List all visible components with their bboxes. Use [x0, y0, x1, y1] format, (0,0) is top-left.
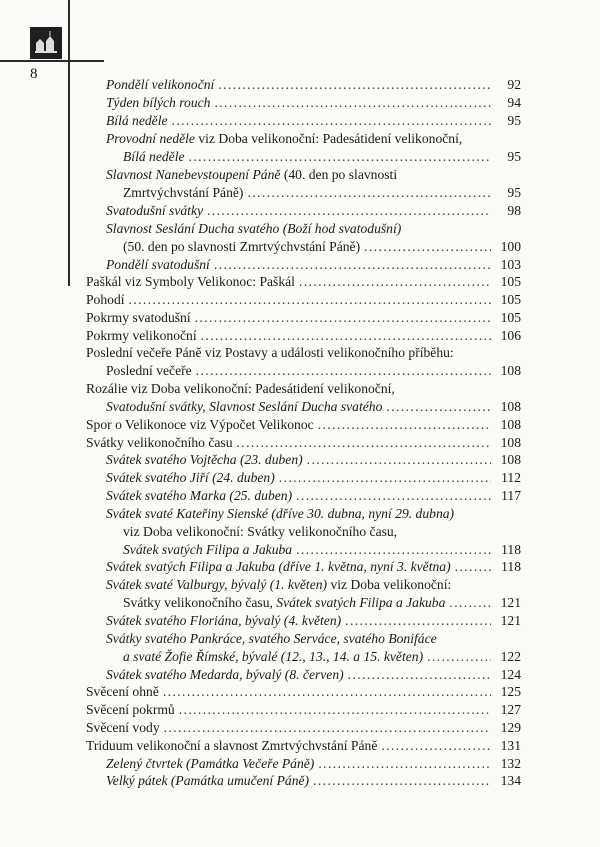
- dot-leader: [279, 469, 491, 487]
- toc-entry-title: [106, 76, 214, 94]
- toc-entry-title: [123, 148, 185, 166]
- toc-entry: [106, 451, 521, 469]
- dot-leader: [449, 594, 491, 612]
- toc-entry-title-part: viz Doba velikonoční: Padesátidení velikonoční,: [194, 131, 463, 146]
- toc-entry-title: [86, 434, 233, 452]
- toc-entry-title: [86, 344, 454, 362]
- toc-entry-title-part: Svátky velikonočního času: [86, 435, 233, 450]
- toc-entry-title-part: Bílá neděle: [123, 149, 185, 164]
- dot-leader: [129, 291, 491, 309]
- toc-entry-title-part: Slavnost Nanebevstoupení Páně: [106, 167, 281, 182]
- dot-leader: [455, 558, 491, 576]
- toc-entry: [106, 576, 521, 594]
- dot-leader: [296, 487, 491, 505]
- toc-entry-title-part: Svěcení vody: [86, 720, 160, 735]
- dot-leader: [179, 701, 491, 719]
- toc-entry-title: [106, 256, 210, 274]
- dot-leader: [237, 434, 492, 452]
- dot-leader: [364, 238, 491, 256]
- toc-entry-title-part: Svatodušní svátky, Slavnost Seslání Ducha svatého: [106, 399, 383, 414]
- toc-entry: [106, 505, 521, 523]
- toc-entry-page: 92: [507, 77, 521, 92]
- toc-entry-title: [106, 451, 303, 469]
- toc-entry-title: [123, 238, 360, 256]
- dot-leader: [218, 76, 491, 94]
- toc-entry: [106, 130, 521, 148]
- toc-entry-title: [123, 523, 397, 541]
- dot-leader: [386, 398, 491, 416]
- toc-entry-title: [106, 130, 462, 148]
- toc-entry: [106, 76, 521, 94]
- toc-entry-title-part: Svátek svatého Floriána, bývalý (4. květen): [106, 613, 342, 628]
- toc-entry-title-part: (40. den po slavnosti: [280, 167, 398, 182]
- toc-entry-title-part: Spor o Velikonoce viz Výpočet Velikonoc: [86, 417, 314, 432]
- dot-leader: [296, 541, 491, 559]
- toc-entry-page: 95: [507, 149, 521, 164]
- toc-entry-title: [106, 398, 382, 416]
- dot-leader: [313, 772, 491, 790]
- toc-entry: [123, 238, 521, 256]
- toc-entry-page: 108: [500, 399, 521, 414]
- dot-leader: [348, 666, 491, 684]
- toc-entry-title-part: Svátky svatého Pankráce, svatého Serváce, svatého Bonifáce: [106, 631, 437, 646]
- toc-entry-title-part: Svěcení ohně: [86, 684, 159, 699]
- dot-leader: [318, 755, 491, 773]
- dot-leader: [307, 451, 491, 469]
- toc-entry-title-part: Svátek svatého Vojtěcha (23. duben): [106, 452, 303, 467]
- toc-entry-title-part: Provodní neděle: [106, 131, 195, 146]
- toc-entry: [123, 594, 521, 612]
- toc-entry: [86, 380, 521, 398]
- toc-entry-title-part: Bílá neděle: [106, 113, 168, 128]
- toc-entry-page: 108: [500, 435, 521, 450]
- dot-leader: [214, 94, 491, 112]
- dot-leader: [247, 184, 491, 202]
- toc-entry-page: 108: [500, 417, 521, 432]
- toc-entry: [86, 434, 521, 452]
- toc-entry-title: [86, 701, 175, 719]
- toc-entry: [86, 719, 521, 737]
- toc-entry-title: [106, 630, 437, 648]
- toc-entry-title-part: viz Doba velikonoční: Svátky velikonočního času,: [123, 524, 398, 539]
- toc-entry: [106, 772, 521, 790]
- toc-entry-title: [86, 273, 295, 291]
- toc-entry-title-part: Poslední večeře Páně viz Postavy a události velikonočního příběhu:: [86, 345, 454, 360]
- toc-entry: [86, 309, 521, 327]
- toc-entry: [123, 648, 521, 666]
- dot-leader: [299, 273, 491, 291]
- toc-entry: [106, 112, 521, 130]
- toc-entry-title-part: Svěcení pokrmů: [86, 702, 175, 717]
- toc-entry-title-part: Pondělí velikonoční: [106, 77, 215, 92]
- toc-entry-title-part: Svátek svatého Medarda, bývalý (8. červen): [106, 667, 344, 682]
- dot-leader: [163, 683, 491, 701]
- toc-entry: [106, 398, 521, 416]
- toc-entry: [106, 94, 521, 112]
- toc-entry-page: 94: [507, 95, 521, 110]
- toc-entry-page: 118: [501, 542, 521, 557]
- toc-entry-title: [106, 558, 451, 576]
- toc-entry-title: [123, 541, 292, 559]
- toc-entry-title: [86, 327, 197, 345]
- toc-entry: [86, 327, 521, 345]
- toc-entry: [86, 701, 521, 719]
- toc-entry-title-part: Poslední večeře: [106, 363, 192, 378]
- toc-entry: [106, 362, 521, 380]
- toc-entry-title-part: Slavnost Seslání Ducha svatého (Boží hod svatodušní): [106, 221, 402, 236]
- dot-leader: [164, 719, 491, 737]
- toc-entry-page: 95: [507, 185, 521, 200]
- toc-entry-title-part: Rozálie viz Doba velikonoční: Padesátidení velikonoční,: [86, 381, 395, 396]
- toc-entry-page: 100: [500, 239, 521, 254]
- dot-leader: [201, 327, 491, 345]
- toc-entry-title-part: Svátek svatého Jiří (24. duben): [106, 470, 275, 485]
- toc-entry-page: 134: [500, 773, 521, 788]
- toc-entry-page: 132: [500, 756, 521, 771]
- toc-entry-title: [86, 683, 159, 701]
- toc-entry-title-part: Svátky velikonočního času,: [123, 595, 277, 610]
- toc-entry-title-part: Zelený čtvrtek (Památka Večeře Páně): [106, 756, 315, 771]
- toc-entry: [106, 755, 521, 773]
- toc-entry-page: 125: [500, 684, 521, 699]
- toc-entry-title: [106, 469, 275, 487]
- toc-entry-page: 98: [507, 203, 521, 218]
- toc-entry-page: 131: [500, 738, 521, 753]
- toc-entry: [106, 666, 521, 684]
- dot-leader: [345, 612, 491, 630]
- toc-entry-page: 105: [500, 310, 521, 325]
- toc-entry: [123, 184, 521, 202]
- toc-entry-title: [106, 220, 401, 238]
- toc-entry-title-part: Svátek svatých Filipa a Jakuba (dříve 1. května, nyní 3. května): [106, 559, 451, 574]
- toc-entry-title-part: Pondělí svatodušní: [106, 257, 210, 272]
- toc-entry: [106, 630, 521, 648]
- toc-entry: [106, 256, 521, 274]
- toc-entry: [86, 416, 521, 434]
- toc-entry: [106, 558, 521, 576]
- toc-entry-page: 122: [500, 649, 521, 664]
- toc-entry-title: [106, 612, 341, 630]
- toc-entry-page: 103: [500, 257, 521, 272]
- toc-entry-title: [106, 666, 344, 684]
- toc-entry-page: 127: [500, 702, 521, 717]
- toc-entry-title: [106, 505, 454, 523]
- toc-entry-title-part: Paškál viz Symboly Velikonoc: Paškál: [86, 274, 295, 289]
- toc-entry: [106, 612, 521, 630]
- toc-entry-title-part: Svátek svaté Kateřiny Sienské (dříve 30. dubna, nyní 29. dubna): [106, 506, 455, 521]
- toc-entry-page: 118: [501, 559, 521, 574]
- toc-entry: [86, 683, 521, 701]
- toc-entry-title-part: Svátek svatých Filipa a Jakuba: [123, 542, 293, 557]
- dot-leader: [195, 309, 491, 327]
- toc-entry: [86, 344, 521, 362]
- toc-entry-title-part: a svaté Žofie Římské, bývalé (12., 13., 14. a 15. květen): [123, 649, 424, 664]
- church-logo-icon: [30, 27, 62, 59]
- toc-entry-title: [86, 719, 160, 737]
- toc-entry-title-part: (50. den po slavnosti Zmrtvýchvstání Páně): [123, 239, 361, 254]
- toc-entry-title: [106, 576, 451, 594]
- toc-entry-title-part: Zmrtvýchvstání Páně): [123, 185, 244, 200]
- toc-entry-page: 112: [501, 470, 521, 485]
- toc-entry-title-part: Svátek svatého Marka (25. duben): [106, 488, 293, 503]
- dot-leader: [381, 737, 491, 755]
- dot-leader: [172, 112, 491, 130]
- toc-entry-title: [86, 291, 125, 309]
- dot-leader: [189, 148, 491, 166]
- toc-entry-title: [106, 772, 309, 790]
- toc-entry-page: 105: [500, 292, 521, 307]
- toc-entry: [123, 148, 521, 166]
- toc-entry-title-part: Triduum velikonoční a slavnost Zmrtvýchvstání Páně: [86, 738, 378, 753]
- vertical-rule: [68, 0, 70, 286]
- toc-entry-title-part: Týden bílých rouch: [106, 95, 211, 110]
- toc-entry-title: [106, 362, 192, 380]
- toc-entry-page: 117: [501, 488, 521, 503]
- toc-entry: [123, 541, 521, 559]
- toc-entry: [86, 737, 521, 755]
- toc-entry-title: [123, 594, 445, 612]
- toc-entry-title-part: Pohodí: [86, 292, 125, 307]
- toc-entry: [106, 220, 521, 238]
- toc-entry-title: [106, 112, 168, 130]
- toc-entry-page: 105: [500, 274, 521, 289]
- toc-entry-title: [86, 380, 395, 398]
- toc-entry-page: 95: [507, 113, 521, 128]
- toc-entry-title: [106, 94, 210, 112]
- toc-entry-title-part: Svátek svaté Valburgy, bývalý (1. květen): [106, 577, 328, 592]
- toc-entry: [86, 291, 521, 309]
- toc-entry-title: [106, 755, 314, 773]
- toc-entry-title-part: Svatodušní svátky: [106, 203, 204, 218]
- toc-entry-page: 121: [500, 595, 521, 610]
- toc-entry: [106, 469, 521, 487]
- dot-leader: [318, 416, 491, 434]
- toc-entry-title-part: Pokrmy svatodušní: [86, 310, 191, 325]
- toc-entry-title-part: Svátek svatých Filipa a Jakuba: [276, 595, 446, 610]
- toc-entry-title: [86, 309, 191, 327]
- toc-entry-page: 124: [500, 667, 521, 682]
- toc-entry-page: 108: [500, 363, 521, 378]
- toc-entry: [106, 202, 521, 220]
- toc-entry-page: 129: [500, 720, 521, 735]
- toc-entry-title: [123, 648, 423, 666]
- toc-entry-title: [106, 202, 203, 220]
- toc-entry-title-part: viz Doba velikonoční:: [327, 577, 452, 592]
- dot-leader: [214, 256, 491, 274]
- toc-entry-title: [86, 416, 314, 434]
- toc-entry: [106, 487, 521, 505]
- dot-leader: [427, 648, 491, 666]
- toc-entry: [86, 273, 521, 291]
- toc-entry-page: 106: [500, 328, 521, 343]
- dot-leader: [196, 362, 491, 380]
- toc-entry-title: [106, 166, 397, 184]
- toc-entry-title: [86, 737, 377, 755]
- toc-entry-title-part: Velký pátek (Památka umučení Páně): [106, 773, 310, 788]
- toc-entry-title: [123, 184, 243, 202]
- toc-entry: [106, 166, 521, 184]
- page-number: 8: [30, 66, 38, 82]
- toc-entry-title: [106, 487, 292, 505]
- horizontal-rule: [0, 60, 104, 62]
- toc-entry-title-part: Pokrmy velikonoční: [86, 328, 197, 343]
- toc-entry: [123, 523, 521, 541]
- toc-entry-page: 121: [500, 613, 521, 628]
- toc-entry-page: 108: [500, 452, 521, 467]
- dot-leader: [207, 202, 491, 220]
